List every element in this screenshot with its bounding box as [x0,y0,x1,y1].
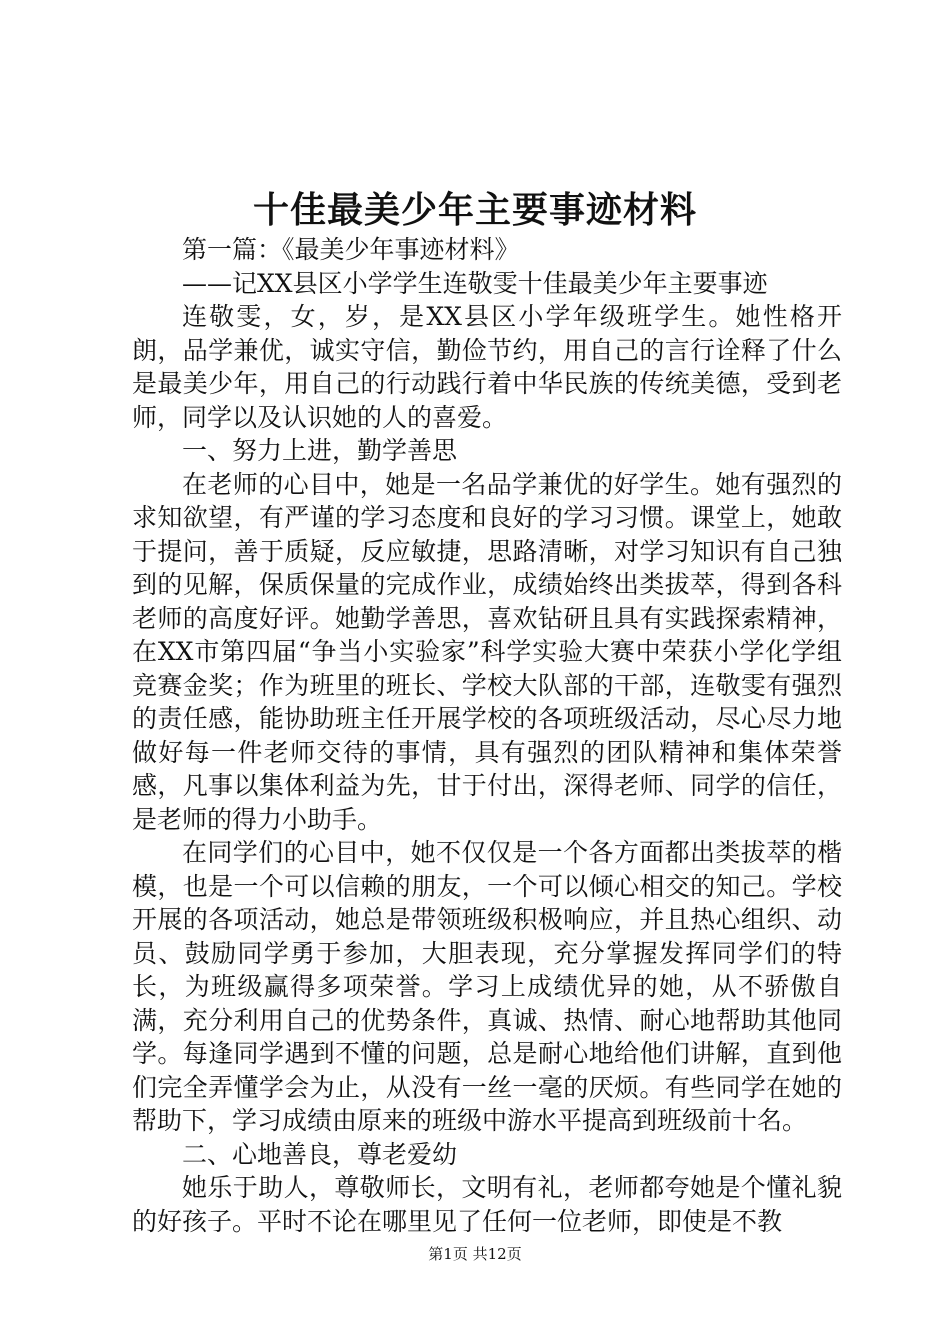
subtitle: ——记XX县区小学学生连敬雯十佳最美少年主要事迹 [182,268,768,298]
section-heading-1: 一、努力上进，勤学善思 [182,436,458,465]
body-paragraph-teachers: 在老师的心目中，她是一名品学兼优的好学生。她有强烈的求知欲望，有严谨的学习态度和良好的学习习惯。课堂上，她敢于提问，善于质疑，反应敏捷，思路清晰，对学习知识有自己独到的见解，保质保量的完成作业，成绩始终出类拔萃，得到各科老师的高度好评。她勤学善思，喜欢钻研且具有实践探索精神，在XX市第四届“争当小实验家”科学实验大赛中荣获小学化学组竞赛金奖；作为班里的班长、学校大队部的干部，连敬雯有强烈的责任感，能协助班主任开展学校的各项班级活动，尽心尽力地做好每一件老师交待的事情，具有强烈的团队精神和集体荣誉感，凡事以集体利益为先，甘于付出，深得老师、同学的信任，是老师的得力小助手。 [132,469,842,834]
intro-paragraph: 连敬雯，女，岁，是XX县区小学年级班学生。她性格开朗，品学兼优，诚实守信，勤俭节约，用自己的言行诠释了什么是最美少年，用自己的行动践行着中华民族的传统美德，受到老师，同学以及认识她的人的喜爱。 [132,302,842,432]
body-paragraph-respect: 她乐于助人，尊敬师长，文明有礼，老师都夸她是个懂礼貌的好孩子。平时不论在哪里见了任何一位老师，即使是不教 [132,1173,842,1236]
section-heading-2: 二、心地善良，尊老爱幼 [182,1139,458,1169]
body-paragraph-classmates: 在同学们的心目中，她不仅仅是一个各方面都出类拔萃的楷模，也是一个可以信赖的朋友，一个可以倾心相交的知己。学校开展的各项活动，她总是带领班级积极响应，并且热心组织、动员、鼓励同学勇于参加，大胆表现，充分掌握发挥同学们的特长，为班级赢得多项荣誉。学习上成绩优异的她，从不骄傲自满，充分利用自己的优势条件，真诚、热情、耐心地帮助其他同学。每逢同学遇到不懂的问题，总是耐心地给他们讲解，直到他们完全弄懂学会为止，从没有一丝一毫的厌烦。有些同学在她的帮助下，学习成绩由原来的班级中游水平提高到班级前十名。 [132,838,842,1135]
page-footer: 第1页 共12页 [428,1245,522,1263]
document-title: 十佳最美少年主要事迹材料 [252,189,697,231]
chapter-heading: 第一篇：《最美少年事迹材料》 [182,235,520,264]
document-body [132,233,842,1238]
